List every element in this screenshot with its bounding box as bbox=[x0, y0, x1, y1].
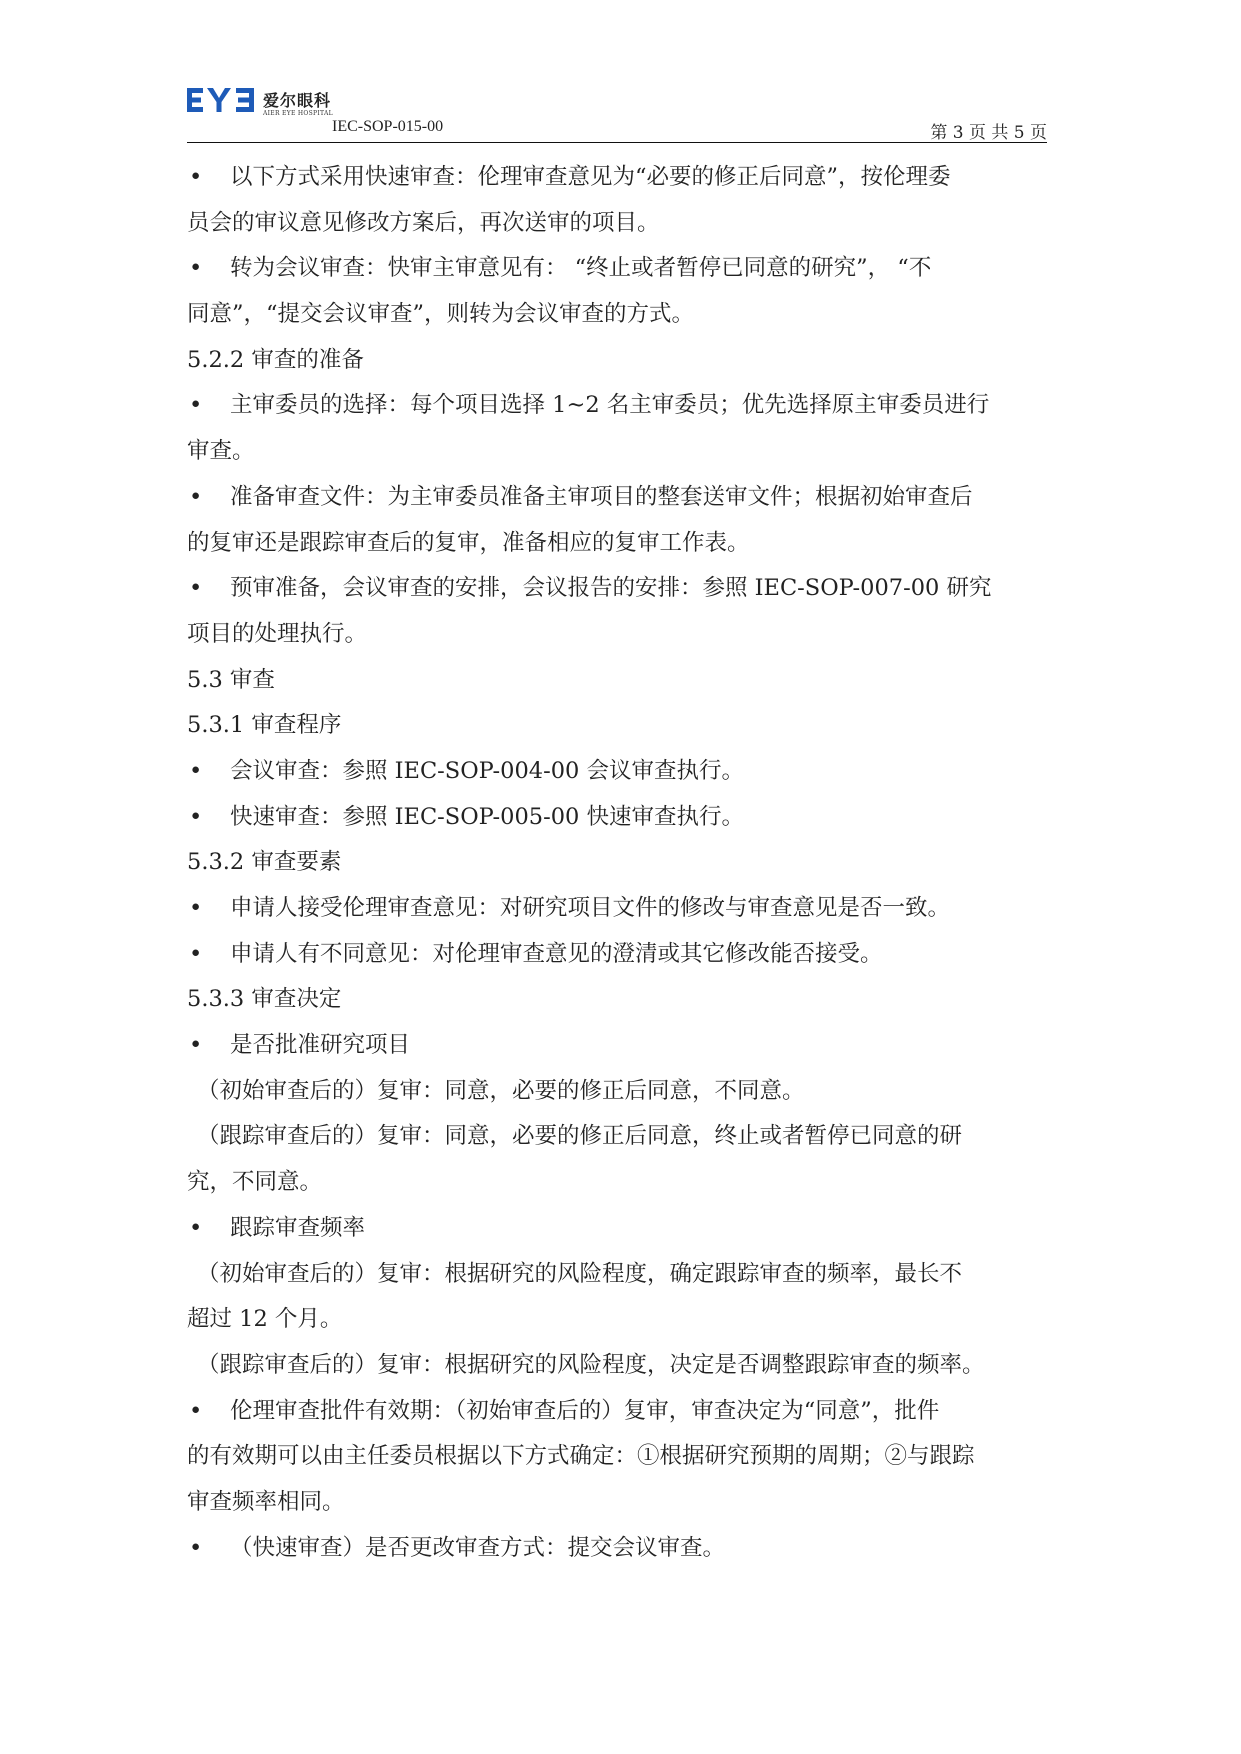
document-id: IEC-SOP-015-00 bbox=[332, 118, 444, 135]
bullet-item bbox=[187, 475, 1047, 521]
bullet-icon: • bbox=[189, 803, 203, 830]
bullet-item bbox=[187, 1023, 1047, 1069]
bullet-icon: • bbox=[189, 1534, 203, 1561]
header-divider bbox=[187, 142, 1047, 143]
bullet-item bbox=[187, 1389, 1047, 1435]
bullet-icon: • bbox=[189, 255, 203, 282]
indented-line bbox=[187, 1114, 1047, 1160]
paragraph-line bbox=[187, 521, 1047, 567]
heading-text: 5.3.1 审查程序 bbox=[187, 712, 342, 739]
bullet-icon: • bbox=[189, 757, 203, 784]
indented-text: （初始审查后的）复审：同意，必要的修正后同意，不同意。 bbox=[197, 1077, 805, 1104]
document-body bbox=[187, 155, 1047, 1571]
bullet-icon: • bbox=[189, 575, 203, 602]
bullet-item bbox=[187, 155, 1047, 201]
paragraph-text: 员会的审议意见修改方案后，再次送审的项目。 bbox=[187, 209, 660, 236]
bullet-text: 伦理审查批件有效期：（初始审查后的）复审，审查决定为“同意”，批件 bbox=[230, 1397, 940, 1424]
section-heading bbox=[187, 703, 1047, 749]
bullet-text: 主审委员的选择：每个项目选择 1~2 名主审委员；优先选择原主审委员进行 bbox=[230, 392, 990, 419]
paragraph-line bbox=[187, 1160, 1047, 1206]
bullet-icon: • bbox=[189, 895, 203, 921]
bullet-item bbox=[187, 246, 1047, 292]
bullet-icon: • bbox=[189, 392, 203, 419]
bullet-text: 申请人有不同意见：对伦理审查意见的澄清或其它修改能否接受。 bbox=[230, 940, 883, 967]
paragraph-line bbox=[187, 292, 1047, 338]
section-heading bbox=[187, 977, 1047, 1023]
bullet-item bbox=[187, 1526, 1047, 1572]
bullet-text: 快速审查：参照 IEC-SOP-005-00 快速审查执行。 bbox=[230, 803, 744, 830]
paragraph-text: 项目的处理执行。 bbox=[187, 620, 368, 647]
paragraph-text: 审查频率相同。 bbox=[187, 1488, 345, 1515]
section-heading bbox=[187, 338, 1047, 384]
indented-text: （初始审查后的）复审：根据研究的风险程度，确定跟踪审查的频率，最长不 bbox=[197, 1260, 963, 1287]
bullet-item bbox=[187, 1206, 1047, 1252]
section-heading bbox=[187, 840, 1047, 886]
indented-line bbox=[187, 1343, 1047, 1389]
bullet-text: 准备审查文件：为主审委员准备主审项目的整套送审文件；根据初始审查后 bbox=[230, 483, 973, 510]
bullet-text: 申请人接受伦理审查意见：对研究项目文件的修改与审查意见是否一致。 bbox=[230, 895, 951, 921]
bullet-text: 会议审查：参照 IEC-SOP-004-00 会议审查执行。 bbox=[230, 757, 744, 784]
bullet-item bbox=[187, 566, 1047, 612]
paragraph-text: 的复审还是跟踪审查后的复审，准备相应的复审工作表。 bbox=[187, 529, 750, 556]
logo-chinese-name: 爱尔眼科 bbox=[263, 91, 332, 110]
paragraph-line bbox=[187, 1480, 1047, 1526]
logo-english-name: AIER EYE HOSPITAL bbox=[263, 110, 333, 117]
indented-text: （跟踪审查后的）复审：同意，必要的修正后同意，终止或者暂停已同意的研 bbox=[197, 1123, 963, 1150]
hospital-logo bbox=[186, 86, 346, 120]
paragraph-text: 审查。 bbox=[187, 438, 255, 465]
paragraph-line bbox=[187, 201, 1047, 247]
paragraph-line bbox=[187, 612, 1047, 658]
paragraph-text: 超过 12 个月。 bbox=[187, 1306, 343, 1333]
bullet-text: （快速审查）是否更改审查方式：提交会议审查。 bbox=[230, 1534, 726, 1561]
bullet-icon: • bbox=[189, 1397, 203, 1424]
bullet-icon: • bbox=[189, 1214, 203, 1241]
paragraph-line bbox=[187, 1434, 1047, 1480]
indented-text: （跟踪审查后的）复审：根据研究的风险程度，决定是否调整跟踪审查的频率。 bbox=[197, 1351, 985, 1378]
bullet-icon: • bbox=[189, 940, 203, 967]
bullet-text: 以下方式采用快速审查：伦理审查意见为“必要的修正后同意”，按伦理委 bbox=[230, 164, 951, 190]
bullet-text: 转为会议审查：快审主审意见有： “终止或者暂停已同意的研究”， “不 bbox=[230, 255, 932, 282]
bullet-item bbox=[187, 932, 1047, 978]
indented-line bbox=[187, 1069, 1047, 1115]
heading-text: 5.3.2 审查要素 bbox=[187, 849, 342, 876]
paragraph-text: 究，不同意。 bbox=[187, 1169, 323, 1196]
paragraph-text: 同意”，“提交会议审查”，则转为会议审查的方式。 bbox=[187, 301, 695, 328]
bullet-item bbox=[187, 383, 1047, 429]
heading-text: 5.3 审查 bbox=[187, 666, 275, 693]
page-number: 第 3 页 共 5 页 bbox=[930, 123, 1047, 143]
heading-text: 5.3.3 审查决定 bbox=[187, 986, 342, 1013]
section-heading bbox=[187, 658, 1047, 704]
bullet-text: 跟踪审查频率 bbox=[230, 1214, 366, 1241]
bullet-item bbox=[187, 749, 1047, 795]
paragraph-line bbox=[187, 1297, 1047, 1343]
bullet-icon: • bbox=[189, 483, 203, 510]
bullet-item bbox=[187, 795, 1047, 841]
bullet-text: 是否批准研究项目 bbox=[230, 1032, 411, 1059]
bullet-item bbox=[187, 886, 1047, 932]
heading-text: 5.2.2 审查的准备 bbox=[187, 346, 364, 373]
paragraph-line bbox=[187, 429, 1047, 475]
bullet-icon: • bbox=[189, 164, 203, 190]
bullet-icon: • bbox=[189, 1032, 203, 1059]
eye-logo-mark-icon bbox=[186, 86, 258, 116]
indented-line bbox=[187, 1252, 1047, 1298]
bullet-text: 预审准备，会议审查的安排，会议报告的安排：参照 IEC-SOP-007-00 研究 bbox=[230, 575, 992, 602]
paragraph-text: 的有效期可以由主任委员根据以下方式确定：①根据研究预期的周期；②与跟踪 bbox=[187, 1443, 975, 1470]
